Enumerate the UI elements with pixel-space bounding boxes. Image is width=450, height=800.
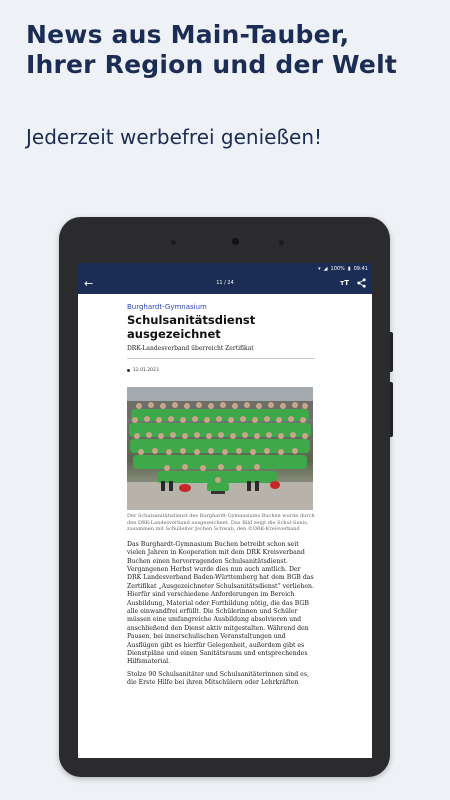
article-kicker: Burghardt-Gymnasium: [127, 303, 207, 311]
article-photo[interactable]: [127, 387, 313, 510]
article-date: [127, 368, 315, 373]
article-paragraph: Stolze 90 Schulsanitäter und Schulsanitäterinnen sind es, die Erste Hilfe bei ihren Mitschülern oder Lehrkräften: [127, 670, 309, 687]
camera-icon: [232, 238, 239, 245]
photo-caption: Der Schulsanitätsdienst des Burghardt-Gymnasiums Buchen wurde durch den DRK-Landesverband ausgezeichnet. Das Bild zeigt die Schul-Sanis, zusammen mit Schulleiter Jochen Schwab, den ©DRK-Kreisverband: [127, 513, 315, 533]
clock: 09:41: [353, 266, 368, 272]
divider: [127, 358, 315, 359]
article-subtitle: DRK-Landesverband überreicht Zertifikat: [127, 345, 254, 352]
signal-icon: ◢: [323, 266, 328, 272]
app-toolbar: [78, 275, 372, 294]
power-button: [390, 332, 393, 372]
app-screen: [78, 263, 372, 758]
tablet-device: [59, 217, 390, 777]
promo-headline: News aus Main-Tauber, Ihrer Region und der Welt: [26, 20, 398, 79]
sensor-icon: [171, 240, 176, 245]
article-paragraph: Das Burghardt-Gymnasium Buchen betreibt schon seit vielen Jahren in Kooperation mit dem DRK Kreisverband Buchen einen hervorragenden Schulsanitätsdienst. Vergangenen Herbst wurde dies nun auch amtlich. Der DRK Landesverband Baden-Württemberg hat dem BGB das Zertifikat „Ausgezeichneter Schulsanitätsdienst“ verliehen. Hierfür sind verschiedene Anforderungen im Bereich Ausbildung, Material oder Fortbildung nötig, die das BGB alle einwandfrei erfüllt. Die Schülerinnen und Schüler müssen eine umfangreiche Ausbildung absolvieren und anschließend den Dienst aktiv mitgestalten. Während den Pausen, bei innerschulischen Veranstaltungen und Ausflügen gibt es hierfür Gelegenheit, außerdem gibt es Dienstpläne und einen Sanitätsraum und entsprechendes Hilfsmaterial.: [127, 540, 314, 666]
article-title: Schulsanitätsdienst ausgezeichnet: [127, 313, 256, 341]
status-bar: [78, 263, 372, 275]
bullet-icon: [127, 369, 130, 372]
arrow-left-icon[interactable]: ←: [84, 277, 94, 290]
share-icon[interactable]: [357, 278, 366, 288]
date-text: 12.01.2023: [133, 368, 159, 373]
battery-level: 100%: [330, 266, 345, 272]
group-photo-image: [127, 387, 313, 510]
volume-button: [390, 382, 393, 437]
promo-subline: Jederzeit werbefrei genießen!: [26, 125, 323, 149]
text-size-button[interactable]: тT: [340, 279, 349, 287]
page-indicator: 11 / 24: [216, 280, 234, 286]
article: [127, 303, 315, 692]
wifi-icon: ▾: [318, 266, 321, 272]
article-body: [127, 541, 315, 688]
battery-icon: ▮: [347, 266, 351, 272]
sensor-icon: [279, 240, 284, 245]
